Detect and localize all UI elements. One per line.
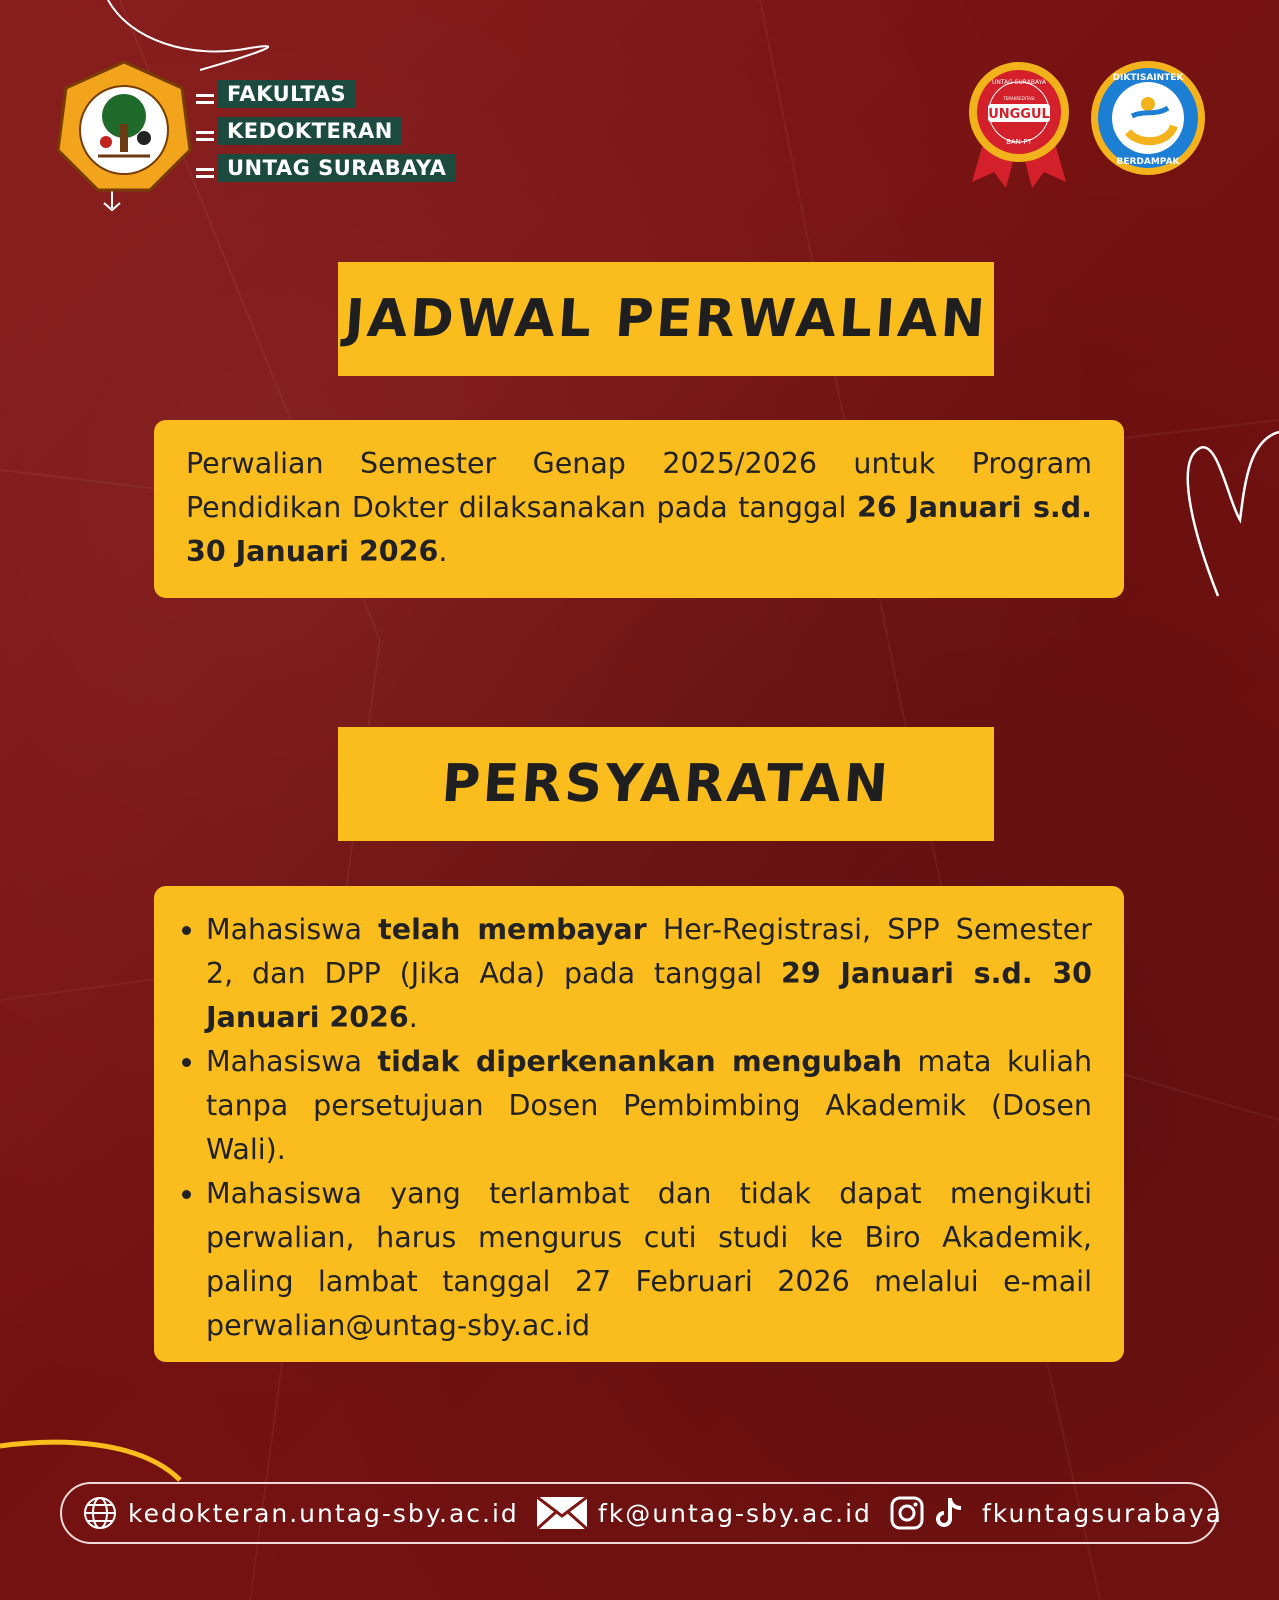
badge-unggul-top: UNTAG SURABAYA	[992, 79, 1046, 86]
social-text[interactable]: fkuntagsurabaya	[982, 1498, 1223, 1528]
requirement-item-2	[206, 1040, 1092, 1172]
website-text[interactable]: kedokteran.untag-sby.ac.id	[128, 1498, 519, 1528]
req1-bold: telah membayar	[378, 913, 647, 946]
faculty-line-2: KEDOKTERAN	[218, 117, 402, 145]
website-contact[interactable]	[82, 1484, 519, 1542]
tiktok-icon	[934, 1496, 964, 1530]
badge-unggul-small: TERAKREDITASI	[1003, 96, 1035, 101]
email-text[interactable]: fk@untag-sby.ac.id	[598, 1498, 872, 1528]
diktisaintek-badge	[1090, 60, 1206, 176]
schedule-text: Perwalian Semester Genap 2025/2026 untuk Program Pendidikan Dokter dilaksanakan pada tanggal	[186, 447, 1092, 524]
req3-text: Mahasiswa yang terlambat dan tidak dapat mengikuti perwalian, harus mengurus cuti studi ke Biro Akademik, paling lambat tanggal 27 Februari 2026 melalui e-mail perwalian@untag-sby.ac.id	[206, 1177, 1092, 1342]
schedule-title-box	[338, 262, 994, 376]
faculty-label	[196, 80, 455, 191]
schedule-title: JADWAL PERWALIAN	[342, 289, 990, 349]
schedule-dates: 26 Januari s.d. 30 Januari 2026	[186, 491, 1092, 568]
req2-c: mata kuliah tanpa persetujuan Dosen Pembimbing Akademik (Dosen Wali).	[206, 1045, 1093, 1166]
req1-dates: 29 Januari s.d. 30 Januari 2026	[206, 957, 1092, 1034]
university-logo	[54, 58, 194, 198]
badge-dikti-top: DIKTISAINTEK	[1112, 73, 1184, 83]
req2-a: Mahasiswa	[206, 1045, 378, 1078]
social-contact[interactable]	[890, 1484, 1223, 1542]
req2-bold: tidak diperkenankan mengubah	[377, 1045, 902, 1078]
requirements-title-box	[338, 727, 994, 841]
badge-dikti-bottom: BERDAMPAK	[1116, 157, 1180, 167]
instagram-icon	[890, 1496, 924, 1530]
req1-end: .	[408, 1001, 418, 1034]
badge-unggul-bottom: BAN-PT	[1006, 138, 1032, 146]
requirements-card	[154, 886, 1124, 1362]
faculty-line-3: UNTAG SURABAYA	[218, 154, 455, 182]
faculty-line-1: FAKULTAS	[218, 80, 355, 108]
badge-unggul-main: UNGGUL	[988, 107, 1050, 122]
schedule-text-end: .	[438, 535, 448, 568]
requirement-item-3	[206, 1172, 1092, 1348]
req1-c: Her-Registrasi, SPP Semester 2, dan DPP (Jika Ada) pada tanggal	[206, 913, 1093, 990]
globe-icon	[82, 1495, 118, 1531]
bottom-left-curve	[0, 1442, 180, 1480]
requirements-title: PERSYARATAN	[439, 754, 893, 814]
schedule-card	[154, 420, 1124, 598]
requirement-item-1	[206, 908, 1092, 1040]
mail-icon	[536, 1496, 588, 1530]
email-contact[interactable]	[536, 1484, 872, 1542]
req1-a: Mahasiswa	[206, 913, 379, 946]
contact-footer	[60, 1482, 1223, 1544]
right-scribble	[1188, 432, 1279, 596]
requirements-list	[184, 908, 1092, 1348]
unggul-accreditation-badge	[964, 60, 1074, 190]
